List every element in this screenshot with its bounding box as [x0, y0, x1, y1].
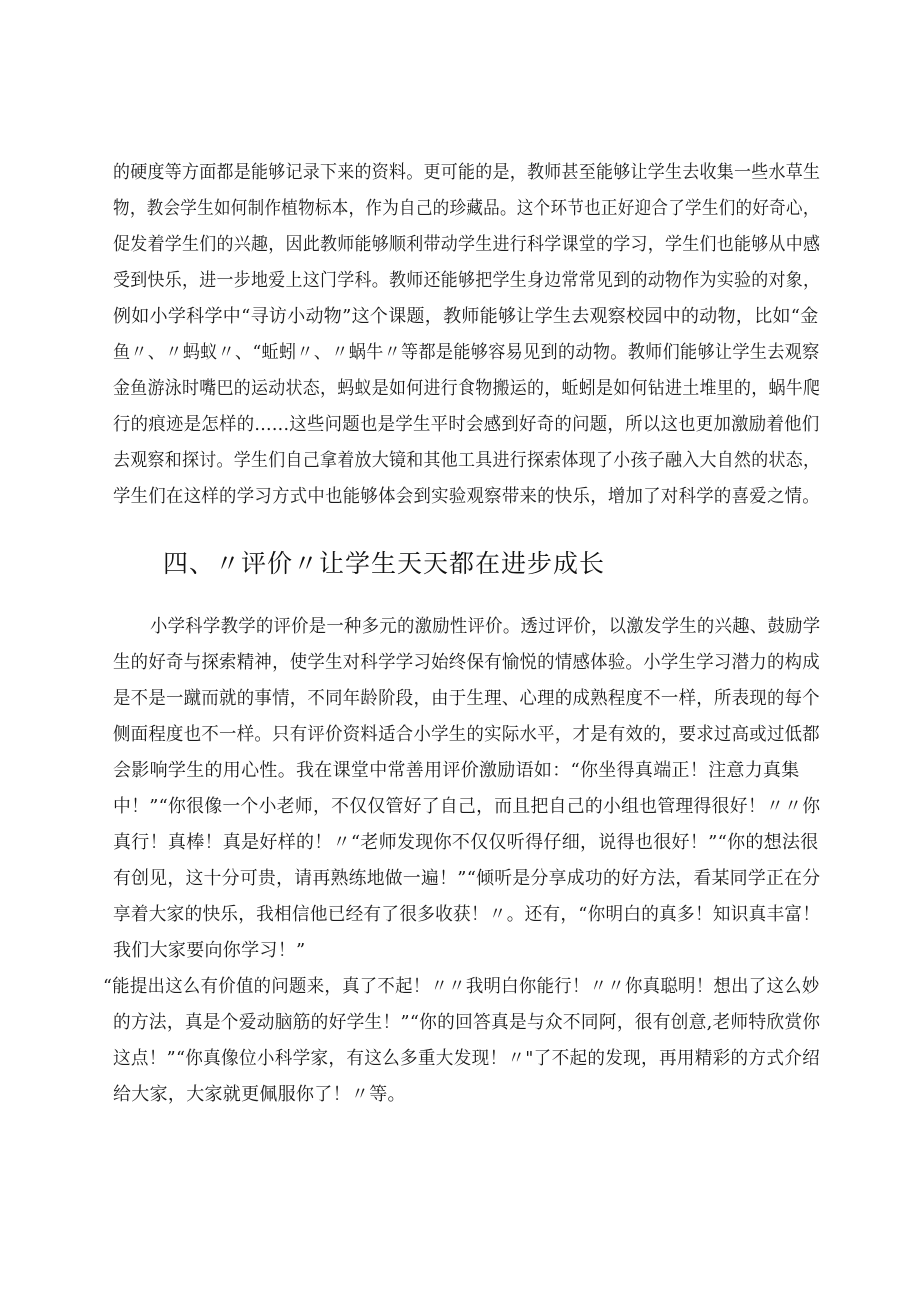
paragraph-line: 的硬度等方面都是能够记录下来的资料。更可能的是，教师甚至能够让学生去收集一些水草生 — [113, 162, 821, 183]
paragraph-line: 物，教会学生如何制作植物标本，作为自己的珍藏品。这个环节也正好迎合了学生们的好奇心， — [113, 198, 820, 219]
paragraph-line: 给大家，大家就更佩服你了！〃等。 — [113, 1084, 406, 1105]
paragraph-line: 小学科学教学的评价是一种多元的激励性评价。透过评价，以激发学生的兴趣、鼓励学 — [150, 616, 821, 637]
paragraph-line: 享着大家的快乐，我相信他已经有了很多收获！〃。还有，“你明白的真多！知识真丰富！ — [113, 904, 821, 925]
paragraph-line: 真行！真棒！真是好样的！〃“老师发现你不仅仅听得仔细，说得也很好！”“你的想法很 — [113, 832, 819, 853]
paragraph-line: 金鱼游泳时嘴巴的运动状态，蚂蚁是如何进行食物搬运的，蚯蚓是如何钻进土堆里的，蜗牛爬 — [113, 378, 821, 399]
paragraph-line: 侧面程度也不一样。只有评价资料适合小学生的实际水平，才是有效的，要求过高或过低都 — [113, 724, 820, 745]
paragraph-line: 鱼〃、〃蚂蚁〃、“蚯蚓〃、〃蜗牛〃等都是能够容易见到的动物。教师们能够让学生去观察 — [113, 342, 820, 363]
paragraph-line: 行的痕迹是怎样的......这些问题也是学生平时会感到好奇的问题，所以这也更加激励着他们 — [113, 414, 820, 435]
paragraph-line: 受到快乐，进一步地爱上这门学科。教师还能够把学生身边常常见到的动物作为实验的对象， — [113, 270, 821, 291]
paragraph-line: 我们大家要向你学习！” — [113, 940, 306, 961]
paragraph-line: “能提出这么有价值的问题来，真了不起！〃〃我明白你能行！〃〃你真聪明！想出了这么妙 — [103, 976, 820, 997]
section-heading: 四、〃评价〃让学生天天都在进步成长 — [163, 549, 606, 578]
paragraph-line: 例如小学科学中“寻访小动物”这个课题，教师能够让学生去观察校园中的动物，比如“金 — [113, 306, 819, 327]
paragraph-line: 中！”“你很像一个小老师，不仅仅管好了自己，而且把自己的小组也管理得很好！〃〃你 — [113, 796, 821, 817]
paragraph-line: 去观察和探讨。学生们自己拿着放大镜和其他工具进行探索体现了小孩子融入大自然的状态， — [113, 450, 821, 471]
paragraph-line: 会影响学生的用心性。我在课堂中常善用评价激励语如：“你坐得真端正！注意力真集 — [113, 760, 800, 781]
paragraph-line: 学生们在这样的学习方式中也能够体会到实验观察带来的快乐，增加了对科学的喜爱之情。 — [113, 486, 820, 507]
paragraph-line: 生的好奇与探索精神，使学生对科学学习始终保有愉悦的情感体验。小学生学习潜力的构成 — [113, 652, 820, 673]
paragraph-line: 是不是一蹴而就的事情，不同年龄阶段，由于生理、心理的成熟程度不一样，所表现的每个 — [113, 688, 820, 709]
paragraph-line: 促发着学生们的兴趣，因此教师能够顺利带动学生进行科学课堂的学习，学生们也能够从中感 — [113, 234, 821, 255]
paragraph-line: 的方法，真是个爱动脑筋的好学生！”“你的回答真是与众不同阿，很有创意,老师特欣赏你 — [113, 1012, 821, 1033]
paragraph-line: 有创见，这十分可贵，请再熟练地做一遍！”“倾听是分享成功的好方法，看某同学正在分 — [113, 868, 821, 889]
paragraph-line: 这点！”“你真像位小科学家，有这么多重大发现！〃"了不起的发现，再用精彩的方式介绍 — [113, 1048, 821, 1069]
